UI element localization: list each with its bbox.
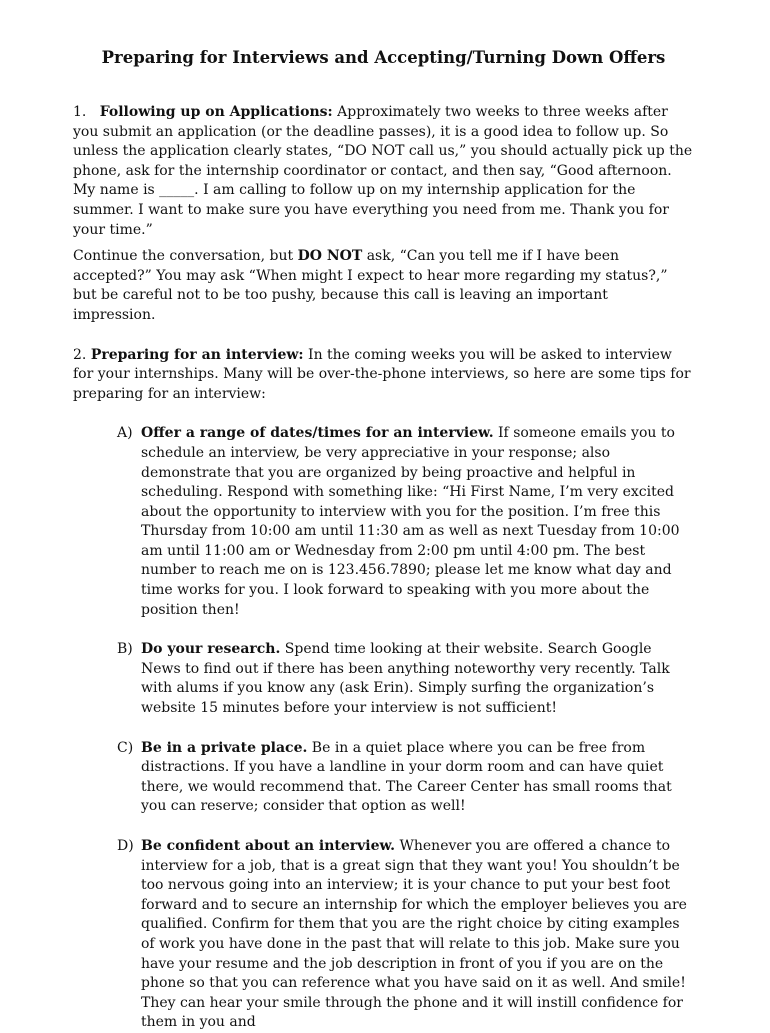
document-title: Preparing for Interviews and Accepting/Turning Down Offers	[101, 48, 666, 67]
tip-heading: Offer a range of dates/times for an interview.	[141, 425, 494, 442]
tip-body: Spend time looking at their website. Search Google News to find out if there has been anything noteworthy very recently. Talk with alums if you know any (ask Erin). Simply surfing the organization’s website 15 minutes before your interview is not sufficient!	[141, 641, 670, 717]
tip-body: Whenever you are offered a chance to interview for a job, that is a great sign that they want you! You shouldn’t be too nervous going into an interview; it is your chance to put your best foot forward and to secure an internship for which the employer believes you are qualified. Confirm for them that you are the right choice by citing examples of work you have done in the past that will relate to this job. Make sure you have your resume and the job description in front of you if you are on the phone so that you can reference what you have said on it as well. And smile! They can hear your smile through the phone and it will instill confidence for them in you and	[141, 838, 687, 1031]
section-1-p2-emphasis: DO NOT	[297, 248, 363, 265]
tip-heading: Do your research.	[141, 641, 281, 658]
tip-body: If someone emails you to schedule an interview, be very appreciative in your response; also demonstrate that you are organized by being proactive and helpful in scheduling. Respond with something like: “Hi First Name, I’m very excited about the opportunity to interview with you for the position. I’m free this Thursday from 10:00 am until 11:30 am as well as next Tuesday from 10:00 am until 11:00 am or Wednesday from 2:00 pm until 4:00 pm. The best number to reach me on is 123.456.7890; please let me know what day and time works for you. I look forward to speaking with you more about the position then!	[141, 425, 680, 618]
tips-list	[73, 424, 694, 1033]
tip-heading: Be confident about an interview.	[141, 838, 396, 854]
section-2-number: 2.	[73, 346, 87, 363]
tip-item-b	[73, 640, 694, 718]
tip-heading: Be in a private place.	[141, 739, 308, 756]
section-2-body: In the coming weeks you will be asked to interview for your internships. Many will be over-the-phone interviews, so here are some tips for preparing for an interview:	[73, 346, 691, 402]
tip-item-c	[73, 739, 694, 817]
section-1-paragraph-2	[73, 247, 694, 325]
section-1-p2-before: Continue the conversation, but	[73, 248, 298, 265]
section-2-paragraph	[73, 346, 694, 405]
section-2-heading: Preparing for an interview:	[90, 346, 304, 363]
tip-item-d	[73, 837, 694, 1033]
tip-marker: D)	[117, 838, 134, 854]
section-1-p2-after: ask, “Can you tell me if I have been accepted?” You may ask “When might I expect to hear more regarding my status?,” but be careful not to be too pushy, because this call is leaving an important impression.	[73, 248, 668, 323]
tip-marker: A)	[117, 425, 133, 442]
tip-marker: C)	[117, 739, 134, 756]
tip-item-a	[73, 424, 694, 620]
section-1-body: Approximately two weeks to three weeks after you submit an application (or the deadline passes), it is a good idea to follow up. So unless the application clearly states, “DO NOT call us,” you should actually pick up the phone, ask for the internship coordinator or contact, and then say, “Good afternoon. My name is _____. I am calling to follow up on my internship application for the summer. I want to make sure you have everything you need from me. Thank you for your time.”	[73, 104, 693, 238]
section-1-heading: Following up on Applications:	[99, 104, 333, 120]
section-1-paragraph	[73, 103, 694, 240]
tip-body: Be in a quiet place where you can be free from distractions. If you have a landline in your dorm room and can have quiet there, we would recommend that. The Career Center has small rooms that you can reserve; consider that option as well!	[141, 739, 672, 815]
section-1-number: 1.	[73, 104, 87, 120]
tip-marker: B)	[117, 641, 133, 658]
